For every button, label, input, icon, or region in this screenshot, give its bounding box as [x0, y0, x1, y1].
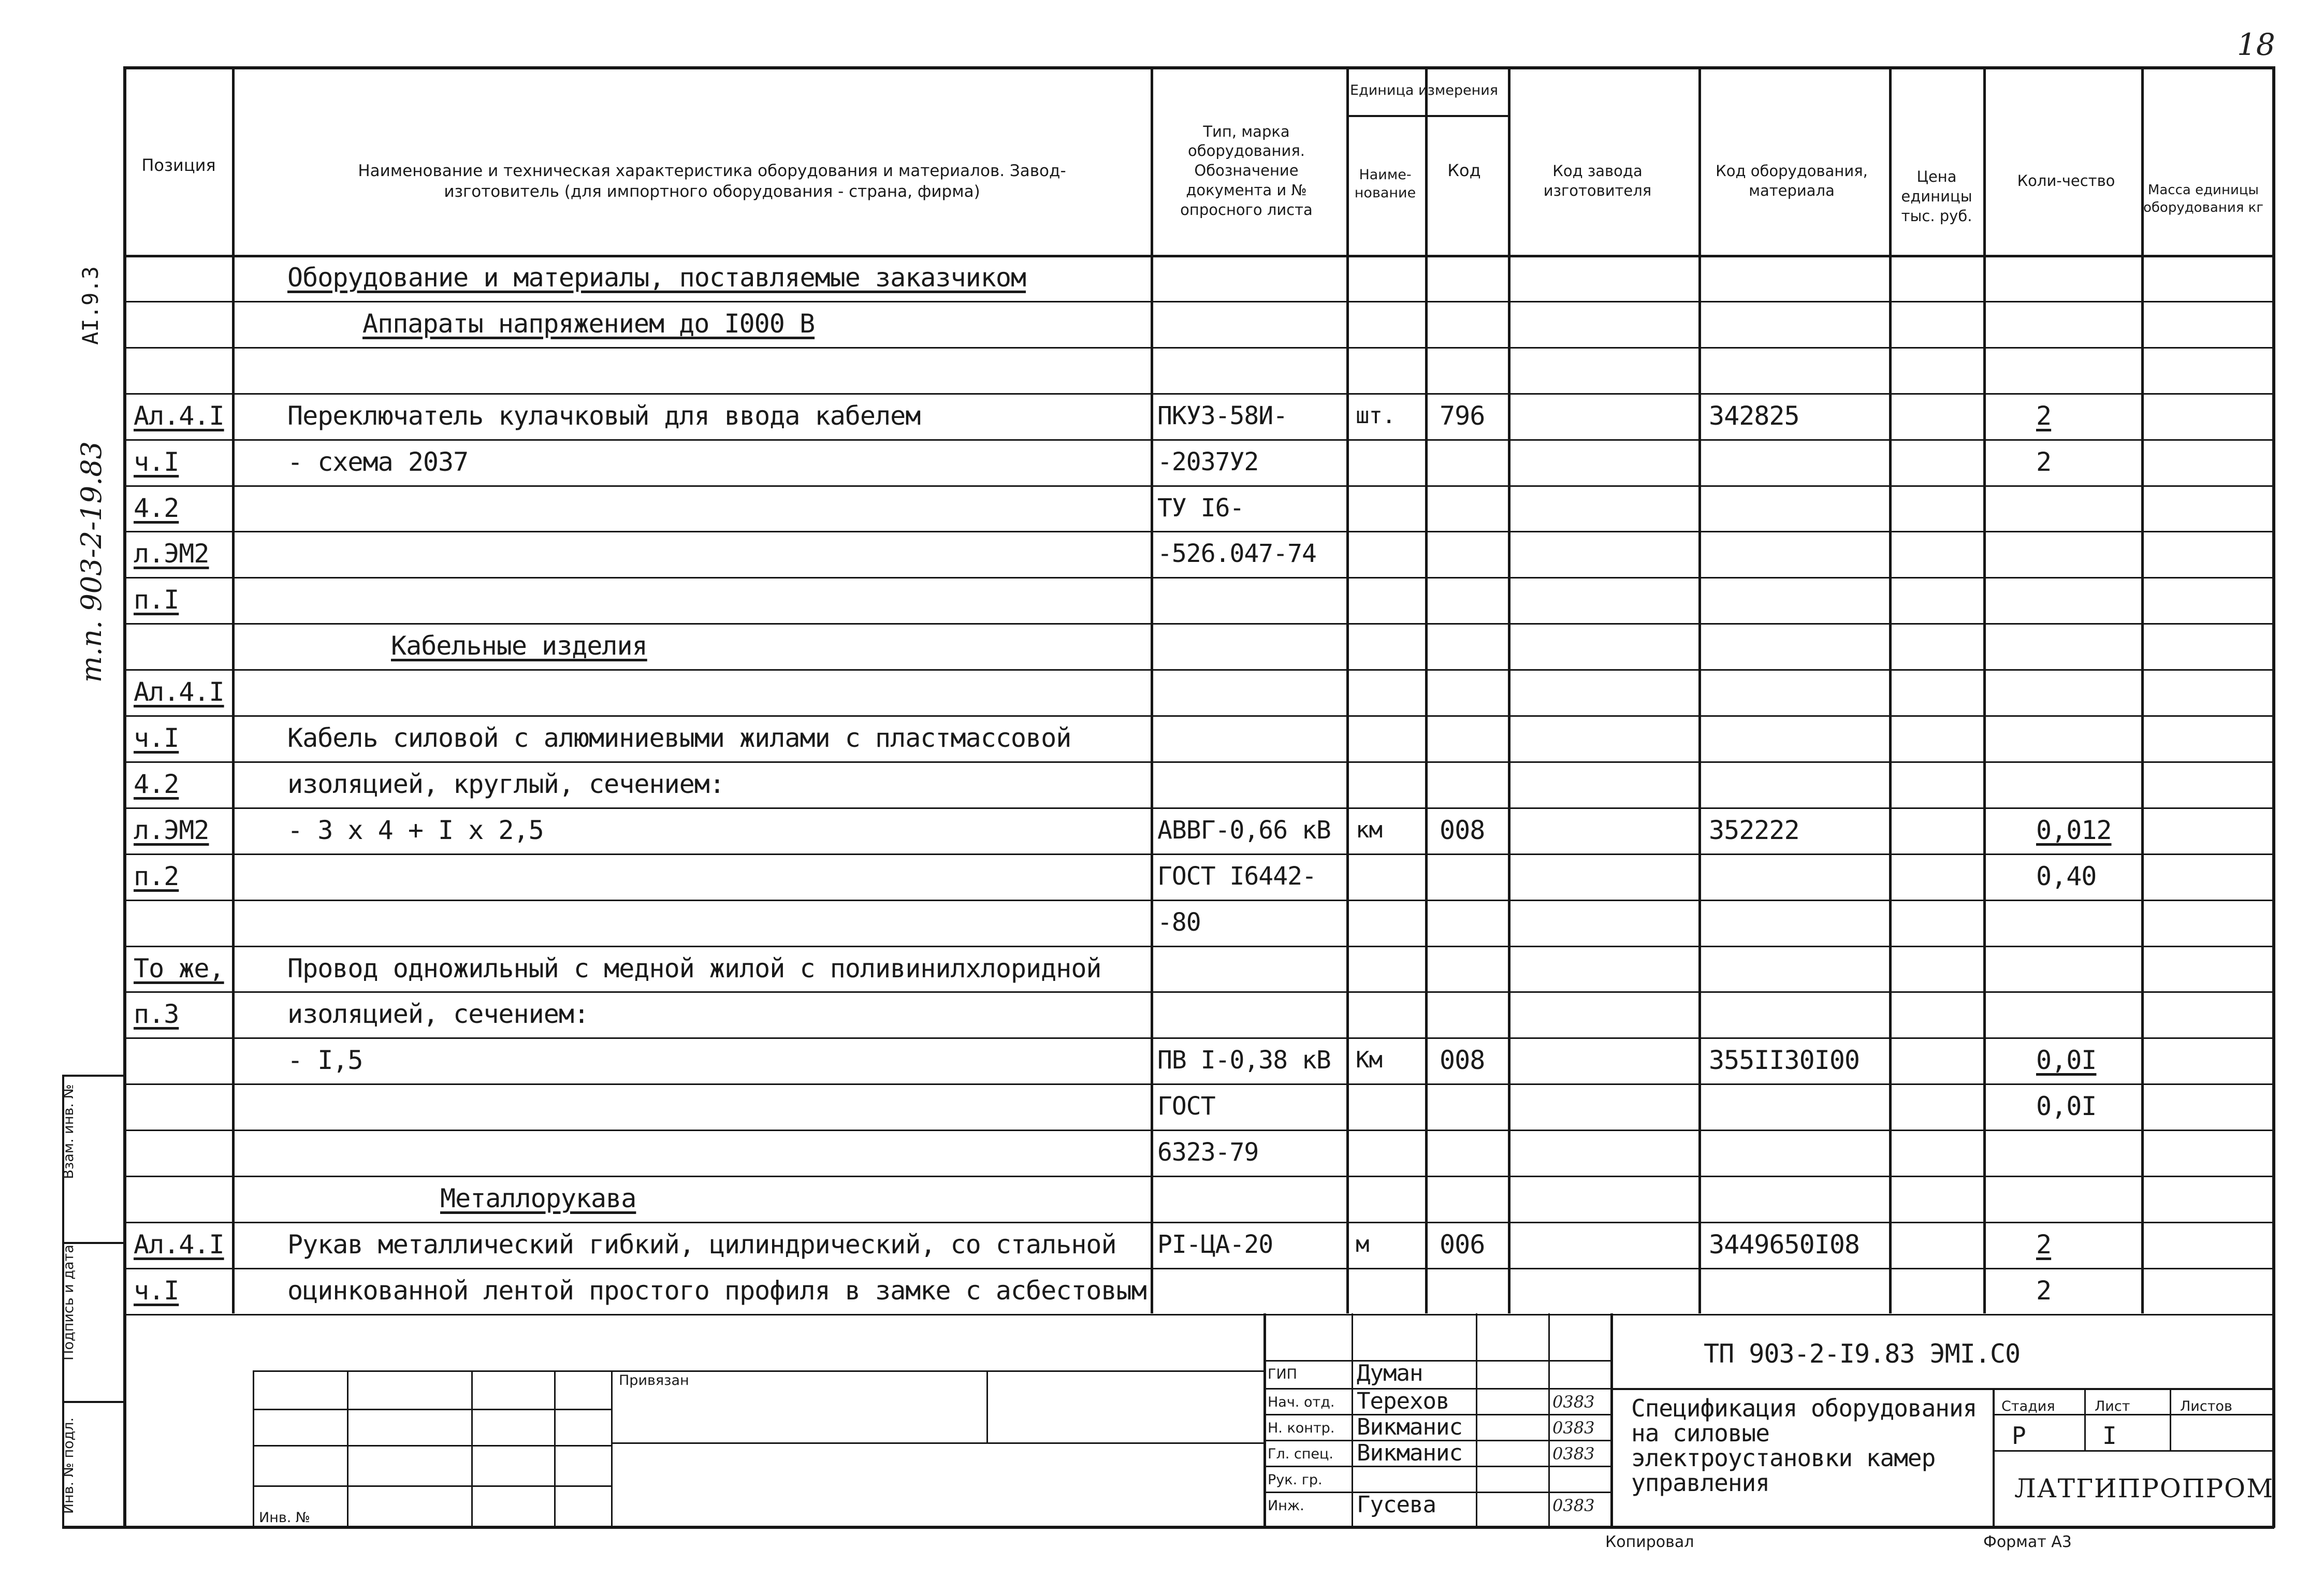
rule-line	[611, 1442, 1263, 1444]
row-name: изоляцией, сечением:	[287, 999, 589, 1029]
signer-role: Рук. гр.	[1268, 1472, 1323, 1488]
rule-line	[1983, 66, 1986, 1313]
row-qty: 2	[2036, 1276, 2052, 1306]
row-type: ПКУ3-58И-	[1157, 401, 1288, 430]
rule-line	[123, 854, 2274, 855]
rule-line	[1993, 1450, 2274, 1452]
row-equip: 352222	[1709, 815, 1799, 845]
row-type: -526.047-74	[1157, 539, 1316, 568]
doc-title: Спецификация оборудования на силовые электроустановки камер управления	[1631, 1394, 1977, 1497]
rule-line	[123, 255, 2274, 257]
header-qty: Коли-чество	[2017, 172, 2115, 190]
privyazan-label: Привязан	[619, 1372, 689, 1388]
rule-line	[123, 347, 2274, 349]
sheet-label: Лист	[2095, 1398, 2130, 1414]
header-unit-code: Код	[1447, 161, 1481, 181]
row-unit: км	[1356, 817, 1382, 843]
stage-label: Стадия	[2001, 1398, 2055, 1414]
row-name: оцинкованной лентой простого профиля в замке с асбестовым	[287, 1276, 1146, 1306]
inv-no-label: Инв. №	[259, 1510, 311, 1526]
row-pos: То же,	[134, 953, 224, 983]
rule-line	[123, 900, 2274, 901]
side-code-handwritten: т.п. 903-2-19.83	[75, 441, 108, 683]
row-type: ГОСТ	[1157, 1092, 1215, 1121]
rule-line	[123, 301, 2274, 302]
row-qty: 2	[2036, 1230, 2052, 1260]
signer-date: 0383	[1552, 1496, 1595, 1515]
format-label: Формат А3	[1983, 1533, 2072, 1551]
rule-line	[1889, 66, 1892, 1313]
row-type: ТУ I6-	[1157, 494, 1244, 523]
side-inv: Инв. № подл.	[61, 1417, 77, 1514]
rule-line	[347, 1370, 348, 1528]
rule-line	[253, 1409, 611, 1410]
rule-line	[554, 1370, 556, 1528]
rule-line	[2272, 66, 2275, 1528]
header-maker-code: Код завода изготовителя	[1543, 162, 1652, 199]
signer-role: Гл. спец.	[1268, 1446, 1333, 1462]
row-code: 006	[1440, 1230, 1485, 1260]
rule-line	[1263, 1313, 1266, 1528]
row-name: Переключатель кулачковый для ввода кабелем	[287, 401, 921, 431]
rule-line	[123, 1314, 2274, 1315]
rule-line	[123, 531, 2274, 532]
rule-line	[123, 393, 2274, 395]
sheet-value: I	[2102, 1422, 2116, 1450]
rule-line	[123, 439, 2274, 441]
row-name: Кабель силовой с алюминиевыми жилами с пластмассовой	[287, 723, 1071, 753]
rule-line	[1352, 1313, 1353, 1528]
row-code: 008	[1440, 815, 1485, 845]
rule-line	[123, 946, 2274, 947]
signer-name: Терехов	[1357, 1388, 1449, 1414]
row-pos: Ал.4.I	[134, 1230, 224, 1260]
rule-line	[471, 1370, 473, 1528]
row-name: - 3 х 4 + I х 2,5	[287, 815, 544, 845]
signer-name: Думан	[1357, 1360, 1423, 1386]
row-name: Металлорукава	[440, 1183, 636, 1213]
rule-line	[1476, 1313, 1477, 1528]
rule-line	[123, 715, 2274, 717]
row-name: Рукав металлический гибкий, цилиндрический, со стальной	[287, 1230, 1116, 1260]
rule-line	[123, 66, 2274, 69]
rule-line	[123, 1083, 2274, 1085]
side-podpis: Подпись и дата	[61, 1245, 77, 1361]
row-pos: ч.I	[134, 723, 179, 753]
row-pos: Ал.4.I	[134, 401, 224, 431]
rule-line	[123, 66, 126, 1528]
row-name: - I,5	[287, 1045, 363, 1075]
rule-line	[1993, 1388, 1995, 1528]
rule-line	[232, 66, 235, 1313]
row-pos: Ал.4.I	[134, 677, 224, 707]
rule-line	[1548, 1313, 1550, 1528]
header-mass: Масса единицы оборудования кг	[2143, 182, 2264, 215]
row-pos: п.2	[134, 861, 179, 891]
row-pos: л.ЭМ2	[134, 815, 209, 845]
rule-line	[253, 1485, 611, 1487]
header-price: Цена единицы тыс. руб.	[1901, 168, 1972, 225]
row-pos: л.ЭМ2	[134, 539, 209, 569]
rule-line	[253, 1370, 254, 1528]
rule-line	[123, 1037, 2274, 1039]
row-pos: п.3	[134, 999, 179, 1029]
rule-line	[123, 623, 2274, 625]
row-equip: 3449650I08	[1709, 1230, 1860, 1260]
signer-name: Викманис	[1357, 1440, 1462, 1466]
row-name: Оборудование и материалы, поставляемые заказчиком	[287, 263, 1026, 293]
row-type: 6323-79	[1157, 1138, 1259, 1167]
row-name: - схема 2037	[287, 447, 469, 477]
row-type: -2037У2	[1157, 447, 1259, 476]
rule-line	[1698, 66, 1701, 1313]
page-number: 18	[2237, 27, 2275, 62]
header-equip-code: Код оборудования, материала	[1716, 162, 1868, 199]
sheets-label: Листов	[2180, 1398, 2232, 1414]
rule-line	[1610, 1313, 1613, 1528]
rule-line	[123, 991, 2274, 993]
rule-line	[611, 1370, 1263, 1372]
row-name: Провод одножильный с медной жилой с поливинилхлоридной	[287, 953, 1101, 983]
rule-line	[2170, 1388, 2171, 1450]
header-position: Позиция	[141, 155, 216, 176]
rule-line	[986, 1370, 988, 1442]
org-name: ЛАТГИПРОПРОМ	[2014, 1473, 2274, 1503]
signer-role: Нач. отд.	[1268, 1394, 1335, 1410]
signer-role: ГИП	[1268, 1366, 1297, 1382]
row-unit: м	[1356, 1231, 1369, 1257]
row-name: Аппараты напряжением до I000 В	[362, 309, 815, 339]
rule-line	[123, 485, 2274, 487]
rule-line	[1263, 1492, 1610, 1493]
rule-line	[1508, 66, 1510, 1313]
signer-date: 0383	[1552, 1418, 1595, 1438]
rule-line	[253, 1445, 611, 1447]
rule-line	[1151, 66, 1153, 1313]
row-qty: 0,0I	[2036, 1045, 2097, 1075]
copied-label: Копировал	[1605, 1533, 1694, 1551]
row-type: -80	[1157, 908, 1201, 937]
row-name: изоляцией, круглый, сечением:	[287, 769, 724, 799]
signer-name: Викманис	[1357, 1414, 1462, 1440]
rule-line	[62, 1526, 2274, 1529]
rule-line	[1610, 1388, 2274, 1390]
row-type: ГОСТ I6442-	[1157, 862, 1316, 891]
rule-line	[611, 1370, 613, 1528]
rule-line	[123, 761, 2274, 763]
rule-line	[123, 1130, 2274, 1131]
rule-line	[2084, 1388, 2086, 1450]
rule-line	[253, 1370, 611, 1372]
row-unit: Км	[1356, 1047, 1382, 1073]
row-type: РI-ЦА-20	[1157, 1230, 1273, 1259]
header-unit-name: Наиме-нование	[1354, 166, 1416, 201]
rule-line	[123, 1268, 2274, 1269]
stage-value: Р	[2012, 1422, 2026, 1450]
row-qty: 0,012	[2036, 815, 2112, 845]
row-pos: п.I	[134, 585, 179, 615]
rule-line	[123, 669, 2274, 671]
row-unit: шт.	[1356, 402, 1396, 429]
signer-date: 0383	[1552, 1444, 1595, 1464]
rule-line	[1425, 66, 1428, 1313]
doc-code: ТП 903-2-I9.83 ЭМI.С0	[1704, 1339, 2021, 1369]
signer-name: Гусева	[1357, 1492, 1436, 1518]
row-pos: 4.2	[134, 769, 179, 799]
row-type: ПВ I-0,38 кВ	[1157, 1046, 1331, 1075]
signer-date: 0383	[1552, 1392, 1595, 1412]
rule-line	[1263, 1360, 1610, 1362]
rule-line	[2141, 66, 2144, 1313]
row-qty: 2	[2036, 401, 2052, 431]
signer-role: Инж.	[1268, 1498, 1304, 1514]
header-type: Тип, марка оборудования. Обозначение документа и № опросного листа	[1180, 122, 1313, 219]
row-equip: 355II30I00	[1709, 1045, 1860, 1075]
row-qty: 2	[2036, 447, 2052, 477]
row-code: 796	[1440, 401, 1485, 431]
signer-role: Н. контр.	[1268, 1420, 1335, 1436]
row-name: Кабельные изделия	[391, 631, 647, 661]
row-qty: 0,0I	[2036, 1091, 2097, 1121]
row-code: 008	[1440, 1045, 1485, 1075]
header-name: Наименование и техническая характеристика оборудования и материалов. Завод-изготовитель (для импортного оборудования - страна, фирма)	[358, 161, 1066, 201]
header-units-group: Единица измерения	[1349, 82, 1499, 99]
rule-line	[1346, 66, 1349, 1313]
rule-line	[123, 807, 2274, 809]
row-qty: 0,40	[2036, 861, 2097, 891]
row-type: АВВГ-0,66 кВ	[1157, 816, 1331, 845]
row-equip: 342825	[1709, 401, 1799, 431]
row-pos: 4.2	[134, 493, 179, 523]
rule-line	[123, 577, 2274, 578]
row-pos: ч.I	[134, 1276, 179, 1306]
row-pos: ч.I	[134, 447, 179, 477]
side-code-top: AI.9.3	[78, 266, 103, 345]
side-vzam: Взам. инв. №	[61, 1084, 77, 1179]
rule-line	[123, 1176, 2274, 1177]
rule-line	[123, 1222, 2274, 1223]
